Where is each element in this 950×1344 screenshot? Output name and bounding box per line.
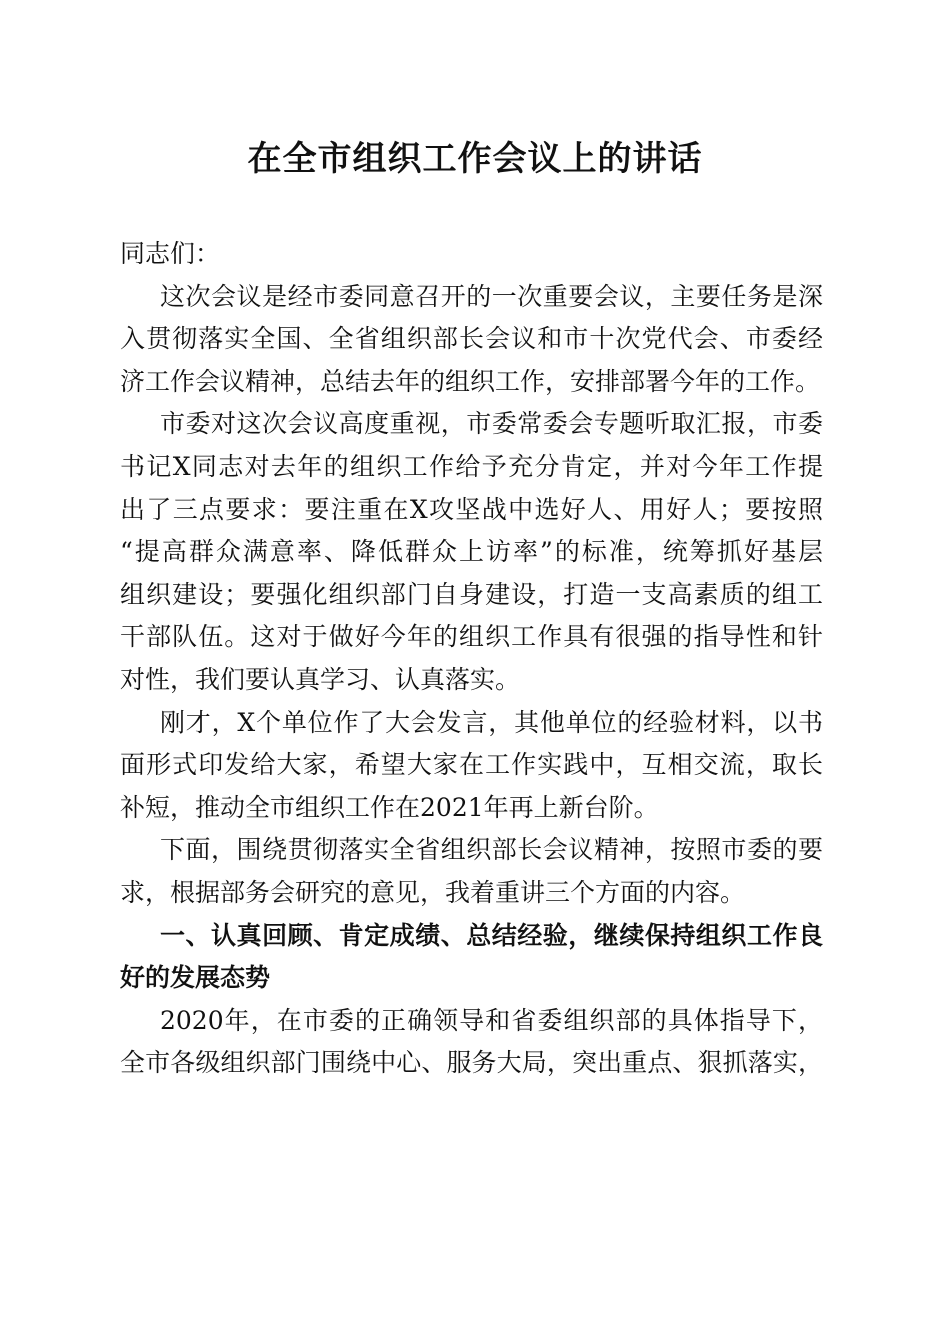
text-line: 对性，我们要认真学习、认真落实。: [120, 664, 521, 694]
text-line: 书记X同志对去年的组织工作给予充分肯定，并对今年工作提: [120, 451, 823, 481]
text-line: “提高群众满意率、降低群众上访率”的标准，统筹抓好基层: [120, 537, 823, 567]
text-line: 市委对这次会议高度重视，市委常委会专题听取汇报，市委: [160, 409, 823, 439]
document-title: 在全市组织工作会议上的讲话: [247, 139, 703, 179]
text-line: 济工作会议精神，总结去年的组织工作，安排部署今年的工作。: [120, 366, 821, 396]
paragraph: [120, 829, 823, 914]
document-body: [120, 233, 823, 1085]
text-line: 好的发展态势: [120, 963, 271, 993]
text-line: 刚才，X个单位作了大会发言，其他单位的经验材料，以书: [160, 707, 823, 737]
paragraph: [120, 403, 823, 701]
salutation: 同志们：: [120, 239, 221, 268]
text-line: 一、认真回顾、肯定成绩、总结经验，继续保持组织工作良: [160, 920, 823, 950]
text-line: 干部队伍。这对于做好今年的组织工作具有很强的指导性和针: [120, 622, 823, 652]
text-line: 组织建设；要强化组织部门自身建设，打造一支高素质的组工: [120, 579, 823, 609]
text-line: 全市各级组织部门围绕中心、服务大局，突出重点、狠抓落实，: [120, 1048, 823, 1078]
text-line: 这次会议是经市委同意召开的一次重要会议，主要任务是深: [160, 281, 823, 311]
text-line: 入贯彻落实全国、全省组织部长会议和市十次党代会、市委经: [120, 324, 823, 354]
text-line: 出了三点要求：要注重在X攻坚战中选好人、用好人；要按照: [120, 494, 823, 524]
paragraph: [120, 1000, 823, 1085]
text-line: 下面，围绕贯彻落实全省组织部长会议精神，按照市委的要: [160, 835, 823, 865]
text-line: 补短，推动全市组织工作在2021年再上新台阶。: [120, 792, 659, 822]
paragraph: [120, 276, 823, 404]
text-line: 求，根据部务会研究的意见，我着重讲三个方面的内容。: [120, 877, 746, 907]
section-heading: [120, 915, 823, 1000]
text-line: 面形式印发给大家，希望大家在工作实践中，互相交流，取长: [120, 750, 823, 780]
text-line: 2020年，在市委的正确领导和省委组织部的具体指导下，: [160, 1005, 823, 1035]
paragraph: [120, 702, 823, 830]
